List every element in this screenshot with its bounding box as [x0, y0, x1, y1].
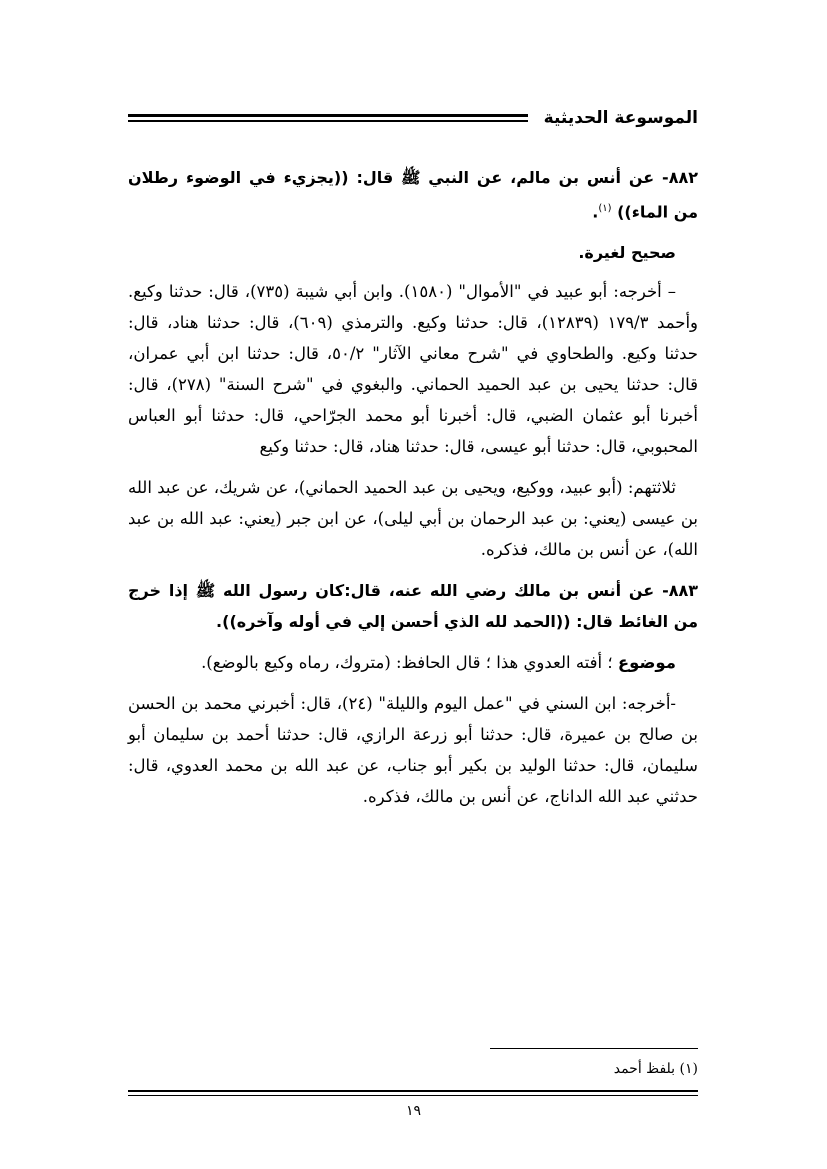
- page-header: [128, 103, 698, 133]
- header-rule-thin: [128, 120, 528, 122]
- hadith-882-takhrij-chain: ثلاثتهم: (أبو عبيد، ووكيع، ويحيى بن عبد الحميد الحماني)، عن شريك، عن عبد الله بن عيسى (يعني: بن عبد الرحمان بن أبي ليلى)، عن ابن جبر (يعني: عبد الله بن عبد الله)، عن أنس بن مالك، فذكره.: [128, 478, 698, 560]
- hadith-882-takhrij: – أخرجه: أبو عبيد في "الأموال" (١٥٨٠). وابن أبي شيبة (٧٣٥)، قال: حدثنا وكيع. وأحمد ١٧٩/٣ (١٢٨٣٩)، قال: حدثنا وكيع. والترمذي (٦٠٩)، قال: حدثنا هناد، قال: حدثنا وكيع. والطحاوي في "شرح معاني الآثار" ٥٠/٢، قال: حدثنا ابن أبي عمران، قال: حدثنا يحيى بن عبد الحميد الحماني. والبغوي في "شرح السنة" (٢٧٨)، قال: أخبرنا أبو عثمان الضبي، قال: أخبرنا أبو محمد الجرّاحي، قال: حدثنا أبو العباس المحبوبي، قال: حدثنا أبو عيسى، قال: حدثنا هناد، قال: حدثنا وكيع: [128, 282, 698, 457]
- footnote-ref[interactable]: (١): [598, 203, 612, 214]
- hadith-883-text: ٨٨٣- عن أنس بن مالك رضي الله عنه، قال:كان رسول الله ﷺ إذا خرج من الغائط قال: ((الحمد لله الذي أحسن إلي في أوله وآخره)).: [128, 581, 698, 632]
- running-title: الموسوعة الحديثية: [538, 103, 698, 133]
- hadith-883-takhrij: -أخرجه: ابن السني في "عمل اليوم والليلة" (٢٤)، قال: أخبرني محمد بن الحسن بن صالح بن عميرة، قال: حدثنا أبو زرعة الرازي، قال: حدثنا أحمد بن سليمان أبو سليمان، قال: حدثنا الوليد بن بكير أبو جناب، عن عبد الله بن محمد العدوي، قال: حدثني عبد الله الداناج، عن أنس بن مالك، فذكره.: [128, 694, 698, 807]
- hadith-882-grade: صحيح لغيرة.: [578, 243, 676, 263]
- hadith-882-text: ٨٨٢- عن أنس بن مالم، عن النبي ﷺ قال: ((يجزيء في الوضوء رطلان من الماء)) $^{(١)}$.: [128, 168, 698, 222]
- footnote-separator: [490, 1048, 698, 1049]
- page-body: [128, 162, 698, 822]
- footer-rule-thick: [128, 1090, 698, 1092]
- footnote: (١) بلفظ أحمد: [613, 1061, 698, 1077]
- page-number: ١٩: [405, 1103, 422, 1119]
- footer-rule-thin: [128, 1095, 698, 1096]
- hadith-883-grade: [128, 647, 698, 678]
- grade-text: ؛ أفته العدوي هذا ؛ قال الحافظ: (متروك، رماه وكيع بالوضع).: [201, 653, 613, 673]
- header-rule-thick: [128, 114, 528, 117]
- grade-label: موضوع: [617, 653, 676, 673]
